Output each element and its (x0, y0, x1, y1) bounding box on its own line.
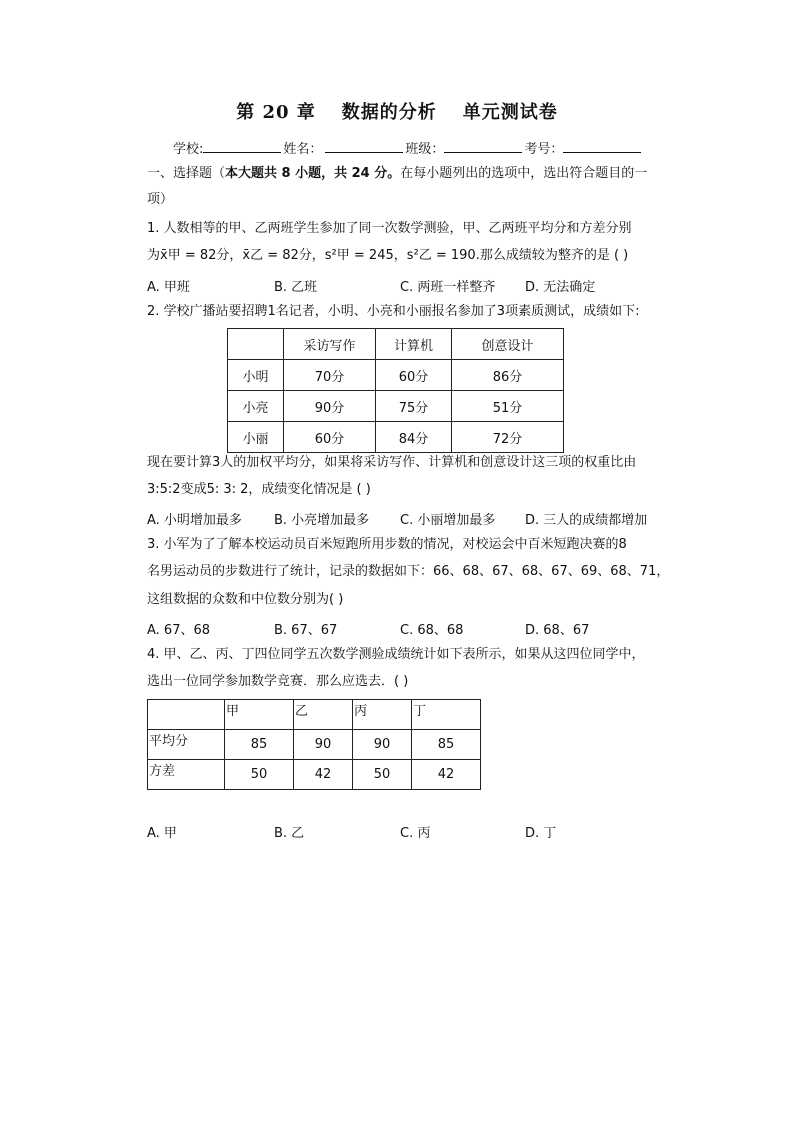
table-cell: 86分 (452, 360, 564, 391)
name-blank[interactable] (325, 139, 403, 153)
q3-line3: 这组数据的众数和中位数分别为( ) (147, 592, 344, 607)
table-cell: 90分 (284, 391, 376, 422)
table-cell: 50 (353, 760, 412, 790)
table-row (228, 360, 564, 391)
class-label: 班级： (405, 142, 445, 157)
table-cell: 42 (412, 760, 481, 790)
q4-line2: 选出一位同学参加数学竞赛．那么应选去．( ) (147, 674, 409, 689)
section1-heading-rest: 在每小题列出的选项中，选出符合题目的一 (400, 166, 648, 181)
table-row (148, 730, 481, 760)
table-cell: 60分 (376, 360, 452, 391)
page-title (0, 98, 794, 124)
table-cell: 50 (225, 760, 294, 790)
table-header: 创意设计 (452, 329, 564, 360)
q1-option-b[interactable]: B. 乙班 (274, 280, 318, 295)
table-header: 乙 (294, 700, 353, 730)
q4-line1: 4. 甲、乙、丙、丁四位同学五次数学测验成绩统计如下表所示，如果从这四位同学中， (147, 647, 645, 662)
q3-option-c[interactable]: C. 68、68 (400, 623, 464, 638)
section1-heading-bold: 本大题共 8 小题，共 24 分。 (225, 166, 401, 181)
title-kind: 单元测试卷 (462, 102, 558, 123)
table-cell: 85 (225, 730, 294, 760)
table-cell: 平均分 (148, 730, 225, 760)
table-cell: 90 (353, 730, 412, 760)
name-label: 姓名： (283, 142, 323, 157)
q4-option-a[interactable]: A. 甲 (147, 826, 177, 841)
table-cell: 小丽 (228, 422, 284, 453)
q1-line2: 为x̄甲 = 82分，x̄乙 = 82分，s²甲 = 245，s²乙 = 190.那么成绩较为整齐的是 ( ) (147, 248, 629, 263)
table-header: 丁 (412, 700, 481, 730)
q4-option-b[interactable]: B. 乙 (274, 826, 305, 841)
q2-score-table (227, 328, 564, 453)
table-cell: 85 (412, 730, 481, 760)
q4-score-table (147, 699, 481, 790)
title-chapter: 第 20 章 (236, 102, 316, 123)
title-topic: 数据的分析 (341, 102, 437, 123)
table-header: 丙 (353, 700, 412, 730)
number-label: 考号： (524, 142, 564, 157)
q2-line1: 2. 学校广播站要招聘1名记者，小明、小亮和小丽报名参加了3项素质测试，成绩如下: (147, 304, 640, 319)
q3-line1: 3. 小军为了了解本校运动员百米短跑所用步数的情况，对校运会中百米短跑决赛的8 (147, 537, 627, 552)
section1-heading-line2: 项） (147, 192, 174, 207)
table-row (228, 391, 564, 422)
table-cell: 84分 (376, 422, 452, 453)
q2-option-d[interactable]: D. 三人的成绩都增加 (525, 513, 648, 528)
table-cell: 90 (294, 730, 353, 760)
q2-option-a[interactable]: A. 小明增加最多 (147, 513, 242, 528)
table-cell: 小明 (228, 360, 284, 391)
q1-option-c[interactable]: C. 两班一样整齐 (400, 280, 496, 295)
table-cell: 60分 (284, 422, 376, 453)
school-label: 学校: (173, 142, 204, 157)
table-cell (148, 700, 225, 730)
table-cell: 小亮 (228, 391, 284, 422)
table-cell (228, 329, 284, 360)
table-header-row (148, 700, 481, 730)
class-blank[interactable] (444, 139, 522, 153)
q3-option-a[interactable]: A. 67、68 (147, 623, 211, 638)
section1-heading (147, 166, 647, 182)
table-header-row (228, 329, 564, 360)
q1-option-d[interactable]: D. 无法确定 (525, 280, 596, 295)
table-cell: 方差 (148, 760, 225, 790)
q2-option-c[interactable]: C. 小丽增加最多 (400, 513, 496, 528)
table-cell: 75分 (376, 391, 452, 422)
section1-heading-a: 一、选择题（ (147, 166, 226, 181)
q2-option-b[interactable]: B. 小亮增加最多 (274, 513, 370, 528)
q4-option-c[interactable]: C. 丙 (400, 826, 431, 841)
table-row (228, 422, 564, 453)
q1-option-a[interactable]: A. 甲班 (147, 280, 190, 295)
table-cell: 51分 (452, 391, 564, 422)
table-header: 采访写作 (284, 329, 376, 360)
q1-line1: 1. 人数相等的甲、乙两班学生参加了同一次数学测验，甲、乙两班平均分和方差分别 (147, 221, 632, 236)
student-info-line (173, 138, 643, 157)
table-header: 计算机 (376, 329, 452, 360)
table-cell: 70分 (284, 360, 376, 391)
q3-line2: 名男运动员的步数进行了统计，记录的数据如下：66、68、67、68、67、69、68、71， (147, 564, 670, 579)
number-blank[interactable] (563, 139, 641, 153)
table-cell: 42 (294, 760, 353, 790)
q3-option-d[interactable]: D. 68、67 (525, 623, 590, 638)
q2-line2: 现在要计算3人的加权平均分，如果将采访写作、计算机和创意设计这三项的权重比由 (147, 455, 637, 470)
table-header: 甲 (225, 700, 294, 730)
q4-option-d[interactable]: D. 丁 (525, 826, 557, 841)
q2-line3: 3:5:2变成5: 3: 2，成绩变化情况是 ( ) (147, 482, 371, 497)
table-cell: 72分 (452, 422, 564, 453)
table-row (148, 760, 481, 790)
q3-option-b[interactable]: B. 67、67 (274, 623, 338, 638)
school-blank[interactable] (203, 139, 281, 153)
